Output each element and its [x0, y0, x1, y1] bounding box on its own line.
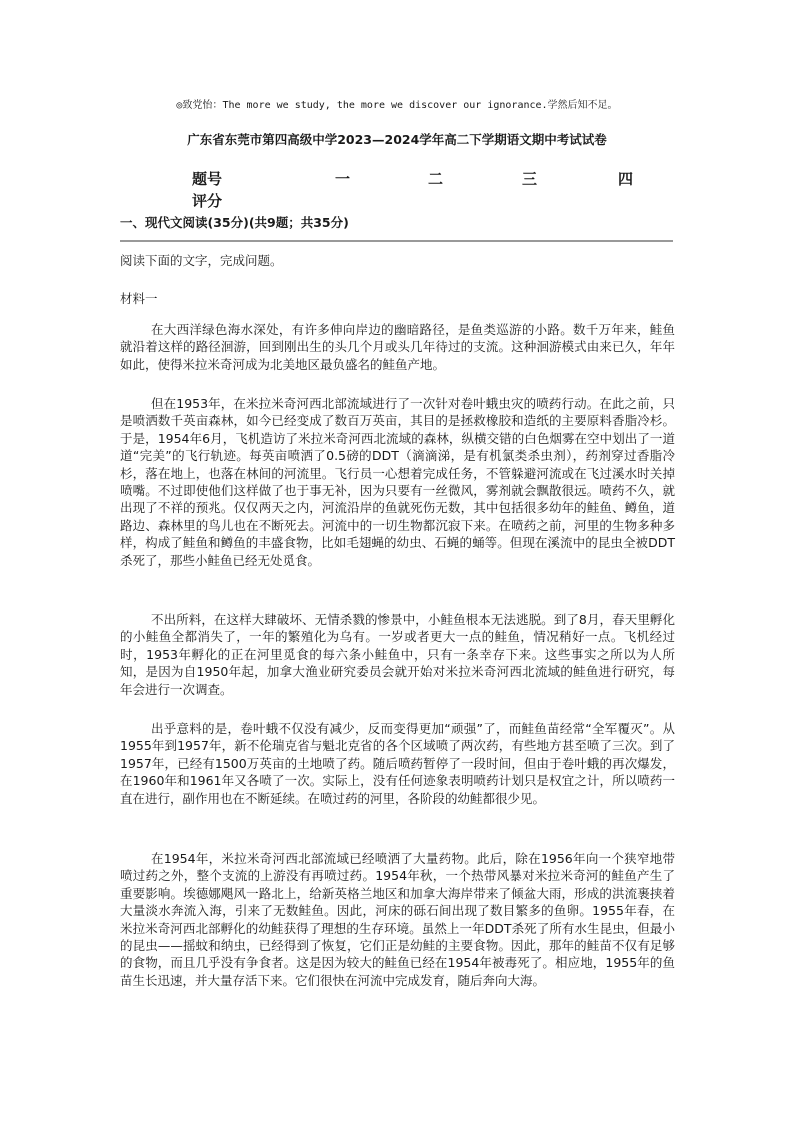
score-table	[192, 168, 642, 212]
paragraph-1: 在大西洋绿色海水深处，有许多伸向岸边的幽暗路径，是鱼类巡游的小路。数千万年来，鲑鱼就沿着这样的路径洄游，回到刚出生的头几个月或头几年待过的支流。这种洄游模式由来已久，年年如此，使得米拉米奇河成为北美地区最负盛名的鲑鱼产地。	[120, 322, 675, 372]
section-heading: 一、现代文阅读(35分)(共9题；共35分)	[120, 215, 349, 230]
score-table-label-question-number: 题号	[192, 170, 223, 188]
score-table-col-2: 二	[428, 170, 444, 188]
paragraph-4: 出乎意料的是，卷叶蛾不仅没有减少，反而变得更加“顽强”了，而鲑鱼苗经常“全军覆灭”。从1955年到1957年，新不伦瑞克省与魁北克省的各个区域喷了两次药，有些地方甚至喷了三次。到了1957年，已经有1500万英亩的土地喷了药。随后喷药暂停了一段时间，但由于卷叶蛾的再次爆发，在1960年和1961年又各喷了一次。实际上，没有任何迹象表明喷药计划只是权宜之计，所以喷药一直在进行，副作用也在不断延续。在喷过药的河里，各阶段的幼鲑都很少见。	[120, 721, 675, 806]
reading-instruction: 阅读下面的文字，完成问题。	[120, 253, 283, 268]
score-table-col-3: 三	[522, 170, 538, 188]
paragraph-2: 但在1953年，在米拉米奇河西北部流域进行了一次针对卷叶蛾虫灾的喷药行动。在此之前，只是喷洒数千英亩森林，如今已经变成了数百万英亩，其目的是拯救橡胶和造纸的主要原料香脂冷杉。于是，1954年6月，飞机造访了米拉米奇河西北流域的森林，纵横交错的白色烟雾在空中划出了一道道“完美”的飞行轨迹。每英亩喷洒了0.5磅的DDT（滴滴涕，是有机氯类杀虫剂），药剂穿过香脂冷杉，落在地上，也落在林间的河流里。飞行员一心想着完成任务，不管躲避河流或在飞过溪水时关掉喷嘴。不过即使他们这样做了也于事无补，因为只要有一丝微风，雾剂就会飘散很远。喷药不久，就出现了不祥的预兆。仅仅两天之内，河流沿岸的鱼就死伤无数，其中包括很多幼年的鲑鱼、鳟鱼，道路边、森林里的鸟儿也在不断死去。河流中的一切生物都沉寂下来。在喷药之前，河里的生物多种多样，构成了鲑鱼和鳟鱼的丰盛食物，比如毛翅蝇的幼虫、石蝇的蛹等。但现在溪流中的昆虫全被DDT杀死了，那些小鲑鱼已经无处觅食。	[120, 396, 675, 568]
paragraph-3: 不出所料，在这样大肆破坏、无情杀戮的惨景中，小鲑鱼根本无法逃脱。到了8月，春天里孵化的小鲑鱼全都消失了，一年的繁殖化为乌有。一岁或者更大一点的鲑鱼，情况稍好一点。飞机经过时，1953年孵化的正在河里觅食的每六条小鲑鱼中，只有一条幸存下来。这些事实之所以为人所知，是因为自1950年起，加拿大渔业研究委员会就开始对米拉米奇河西北流域的鲑鱼进行研究，每年会进行一次调查。	[120, 612, 675, 697]
document-title: 广东省东莞市第四高级中学2023—2024学年高二下学期语文期中考试试卷	[187, 132, 607, 147]
header-motto: ◎致党怡：The more we study, the more we discover our ignorance.学然后知不足。	[176, 100, 618, 111]
score-table-label-score: 评分	[192, 192, 223, 210]
score-table-col-1: 一	[335, 170, 351, 188]
paragraph-5: 在1954年，米拉米奇河西北部流域已经喷洒了大量药物。此后，除在1956年向一个狭窄地带喷过药之外，整个支流的上游没有再喷过药。1954年秋，一个热带风暴对米拉米奇河的鲑鱼产生了重要影响。埃德娜飓风一路北上，给新英格兰地区和加拿大海岸带来了倾盆大雨，形成的洪流裹挟着大量淡水奔流入海，引来了无数鲑鱼。因此，河床的砾石间出现了数目繁多的鱼卵。1955年春，在米拉米奇河西北部孵化的幼鲑获得了理想的生存环境。虽然上一年DDT杀死了所有水生昆虫，但最小的昆虫——摇蚊和纳虫，已经得到了恢复，它们正是幼鲑的主要食物。因此，那年的鲑苗不仅有足够的食物，而且几乎没有争食者。这是因为较大的鲑鱼已经在1954年被毒死了。相应地，1955年的鱼苗生长迅速，并大量存活下来。它们很快在河流中完成发育，随后奔向大海。	[120, 851, 675, 988]
score-table-col-4: 四	[618, 170, 634, 188]
material-label: 材料一	[120, 291, 158, 306]
section-divider	[120, 240, 673, 242]
score-table-score-row	[192, 190, 642, 212]
score-table-header-row	[192, 168, 642, 190]
